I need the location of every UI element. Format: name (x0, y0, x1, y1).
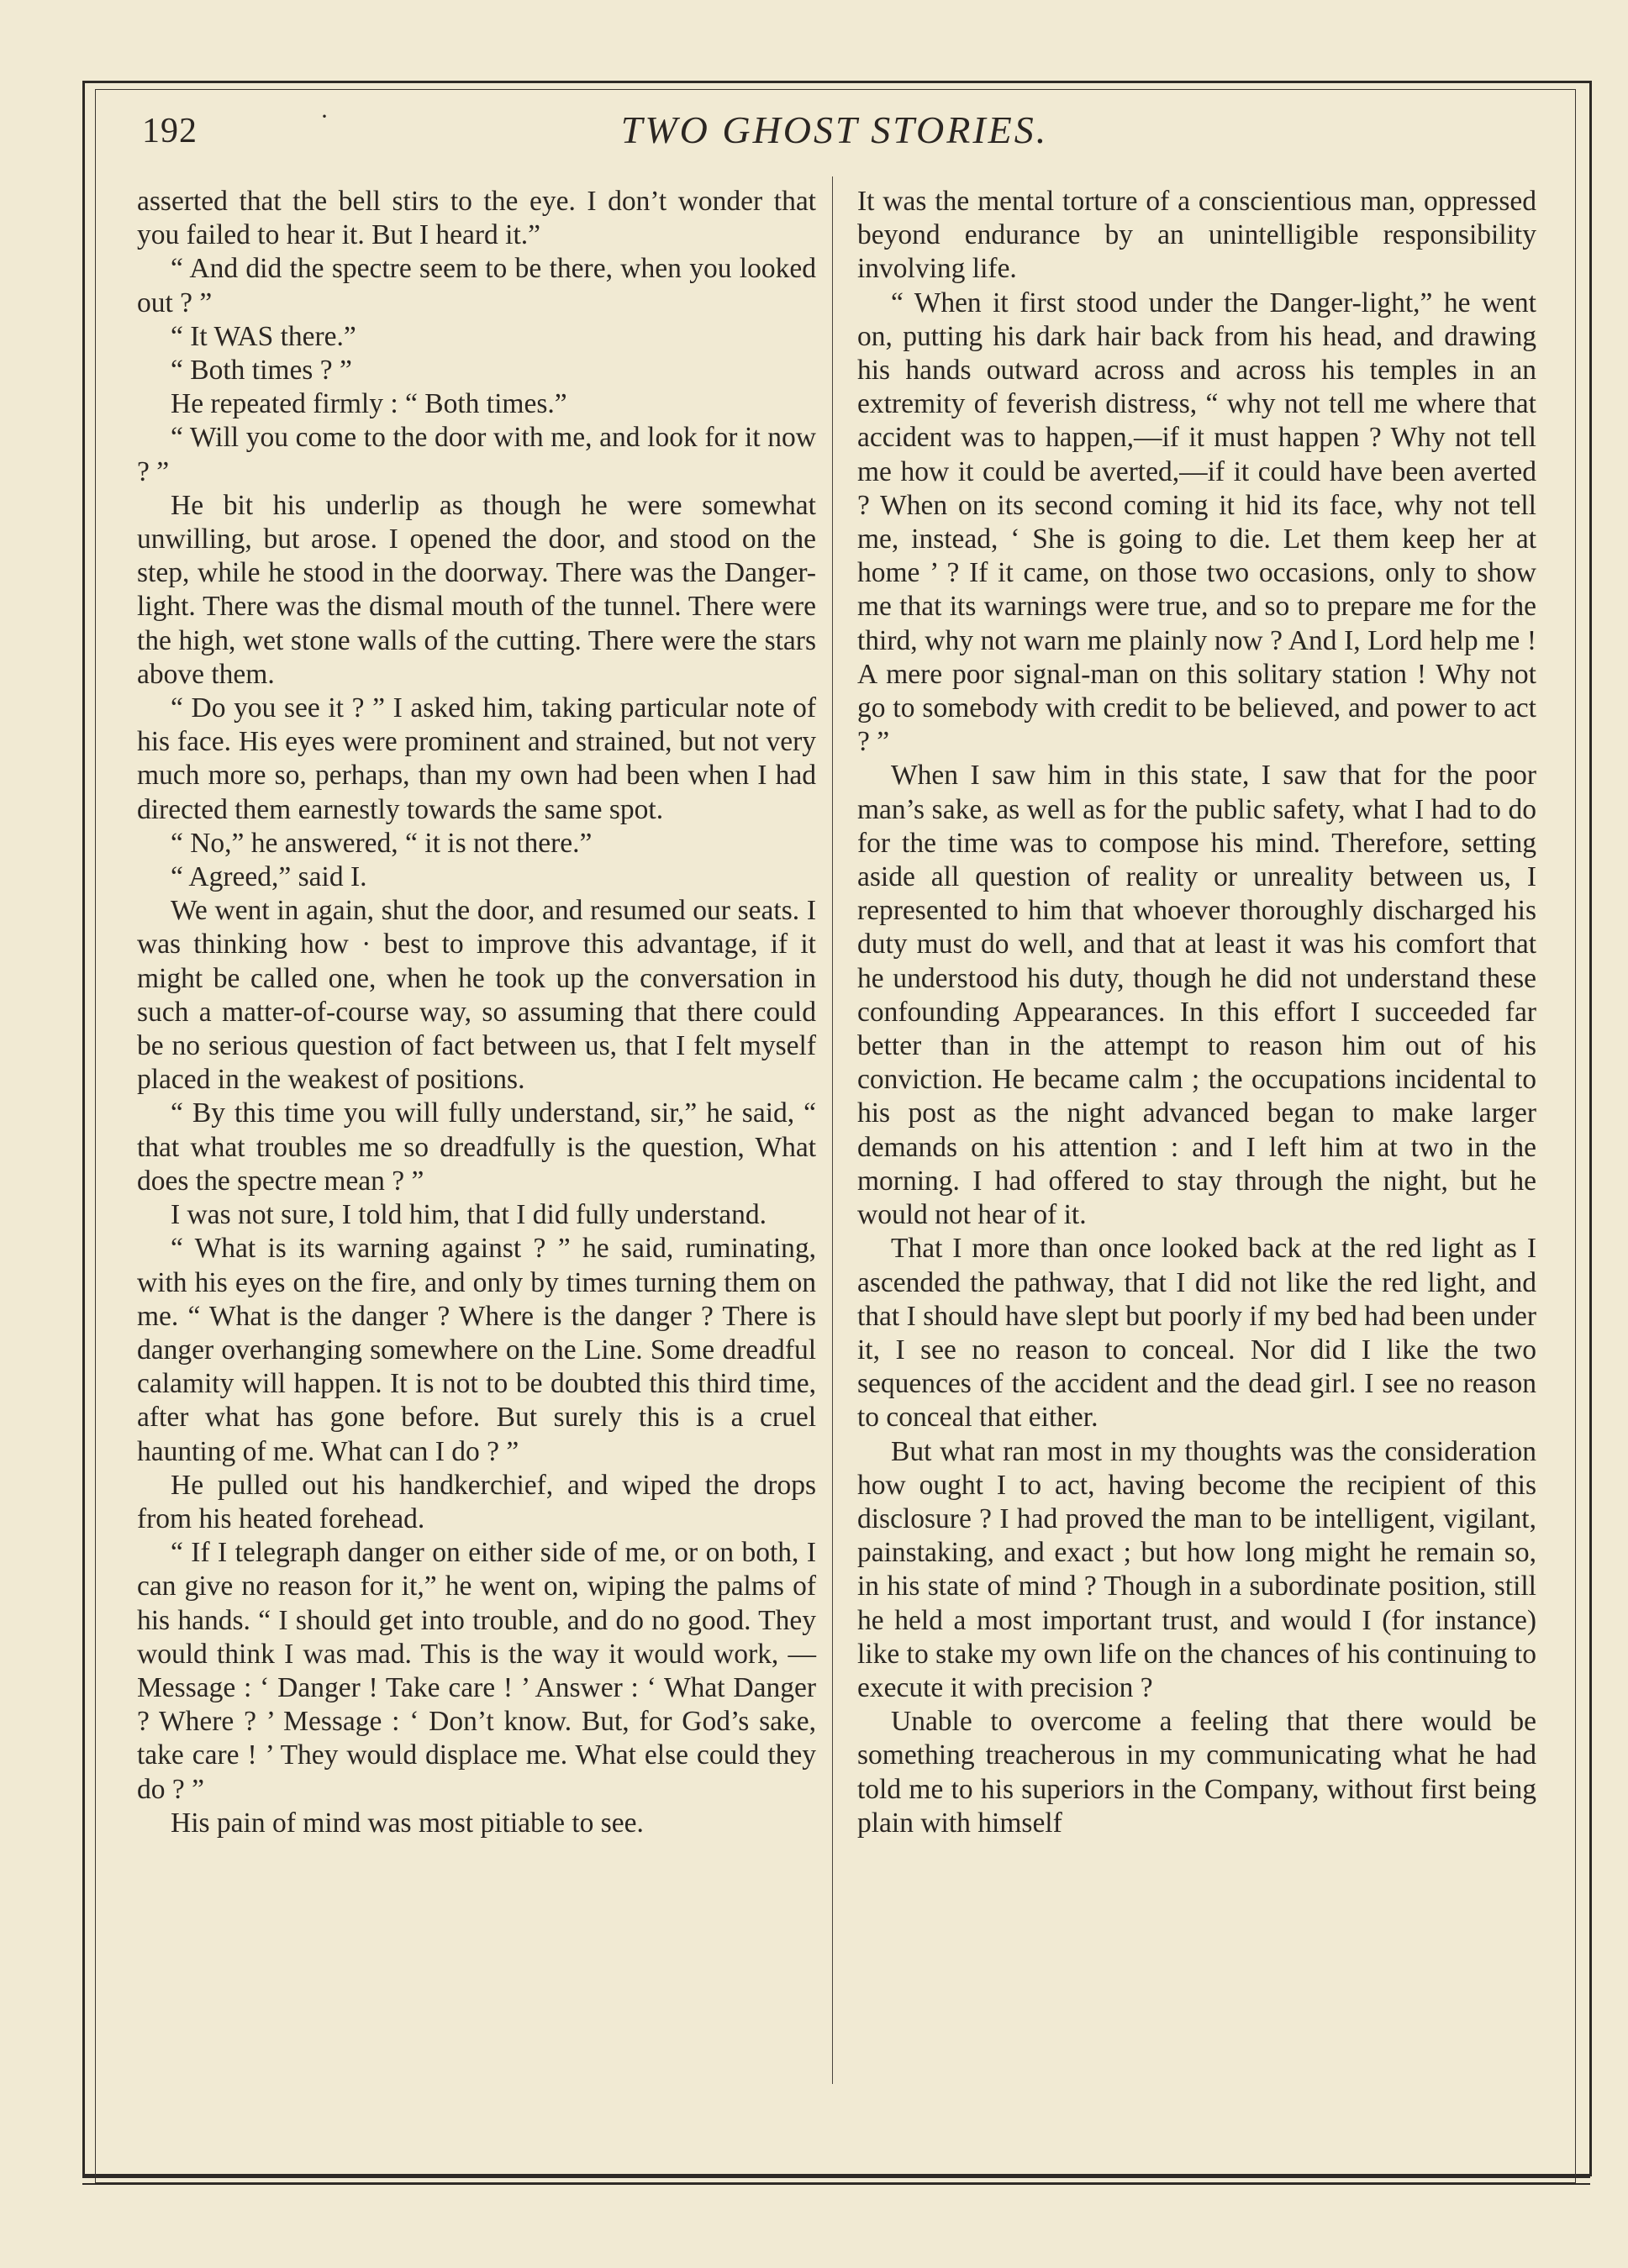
bottom-rule-double (82, 2183, 1590, 2185)
paragraph: “ It WAS there.” (171, 320, 356, 352)
paragraph: “ Both times ? ” (171, 355, 352, 387)
paragraph: When I saw him in this state, I saw that for the poor man’s sake, as well as for the public safety, what I had to do for the time was to compose his mind. Therefore, setting aside all question of reality or unreality between us, I represented to him that whoever thoroughly discharged his duty must do well, and that at least it was his comfort that he understood his duty, though he did not understand these confounding Appearances. In this effort I succeeded far better than in the attempt to reason him out of his conviction. He became calm ; the occupations incidental to his post as the night advanced began to make larger demands on his attention : and I left him at two in the morning. I had offered to stay through the night, but he would not hear of it. (857, 760, 1536, 1231)
paragraph: “ Agreed,” said I. (171, 861, 367, 893)
paragraph: That I more than once looked back at the red light as I ascended the pathway, that I did not like the red light, and that I should have slept but poorly if my bed had been under it, I see no reason to conceal. Nor did I like the two sequences of the accident and the dead girl. I see no reason to conceal that either. (857, 1233, 1536, 1434)
paragraph: His pain of mind was most pitiable to see. (171, 1807, 644, 1839)
left-column (137, 185, 816, 1840)
right-column (857, 185, 1536, 1840)
paragraph: “ Will you come to the door with me, and look for it now ? ” (137, 422, 816, 487)
ornament-dot: · (320, 103, 329, 130)
paragraph: “ When it first stood under the Danger-light,” he went on, putting his dark hair back from his head, and drawing his hands outward across and across his temples in an extremity of feverish distress, “ why not tell me where that accident was to happen,—if it must happen ? Why not tell me how it could be averted,—if it could have been averted ? When on its second coming it hid its face, why not tell me, instead, ‘ She is going to die. Let them keep her at home ’ ? If it came, on those two occasions, only to show me that its warnings were true, and so to prepare me for the third, why not warn me plainly now ? And I, Lord help me ! A mere poor signal-man on this solitary station ! Why not go to somebody with credit to be believed, and power to act ? ” (857, 287, 1536, 758)
paragraph: He bit his underlip as though he were somewhat unwilling, but arose. I opened the door, and stood on the step, while he stood in the doorway. There was the Danger-light. There was the dismal mouth of the tunnel. There were the high, wet stone walls of the cutting. There were the stars above them. (137, 489, 816, 690)
running-title: TWO GHOST STORIES. (620, 108, 1049, 151)
paragraph: “ If I telegraph danger on either side of me, or on both, I can give no reason for it,” he went on, wiping the palms of his hands. “ I should get into trouble, and do no good. They would think I was mad. This is the way it would work, —Message : ‘ Danger ! Take care ! ’ Answer : ‘ What Danger ? Where ? ’ Message : ‘ Don’t know. But, for God’s sake, take care ! ’ They would displace me. What else could they do ? ” (137, 1537, 816, 1805)
paragraph: asserted that the bell stirs to the eye. I don’t wonder that you failed to hear it. But I heard it.” (137, 186, 816, 251)
page-header (95, 99, 1574, 158)
paragraph: We went in again, shut the door, and resumed our seats. I was thinking how · best to improve this advantage, if it might be called one, when he took up the conversation in such a matter-of-course way, so assuming that there could be no serious question of fact between us, that I felt myself placed in the weakest of positions. (137, 895, 816, 1096)
paragraph: He repeated firmly : “ Both times.” (171, 388, 567, 420)
column-divider (832, 176, 833, 2084)
paragraph: “ And did the spectre seem to be there, when you looked out ? ” (137, 253, 816, 318)
paragraph: Unable to overcome a feeling that there would be something treacherous in my communicating what he had told me to his superiors in the Company, without first being plain with himself (857, 1706, 1536, 1839)
page-number: 192 (142, 112, 198, 150)
paragraph: “ What is its warning against ? ” he said, ruminating, with his eyes on the fire, and only by times turning them on me. “ What is the danger ? Where is the danger ? There is danger overhanging somewhere on the Line. Some dreadful calamity will happen. It is not to be doubted this third time, after what has gone before. But surely this is a cruel haunting of me. What can I do ? ” (137, 1233, 816, 1467)
paragraph: It was the mental torture of a conscientious man, oppressed beyond endurance by an unintelligible responsibility involving life. (857, 186, 1536, 285)
paragraph: “ Do you see it ? ” I asked him, taking particular note of his face. His eyes were prominent and strained, but not very much more so, perhaps, than my own had been when I had directed them earnestly towards the same spot. (137, 692, 816, 825)
paragraph: He pulled out his handkerchief, and wiped the drops from his heated forehead. (137, 1469, 816, 1534)
paragraph: “ No,” he answered, “ it is not there.” (171, 827, 593, 859)
paragraph: But what ran most in my thoughts was the consideration how ought I to act, having become the recipient of this disclosure ? I had proved the man to be intelligent, vigilant, painstaking, and exact ; but how long might he remain so, in his state of mind ? Though in a subordinate position, still he held a most important trust, and would I (for instance) like to stake my own life on the chances of his continuing to execute it with precision ? (857, 1435, 1536, 1703)
paragraph: “ By this time you will fully understand, sir,” he said, “ that what troubles me so dreadfully is the question, What does the spectre mean ? ” (137, 1097, 816, 1197)
paragraph: I was not sure, I told him, that I did fully understand. (171, 1199, 767, 1231)
bottom-rule (82, 2176, 1590, 2178)
